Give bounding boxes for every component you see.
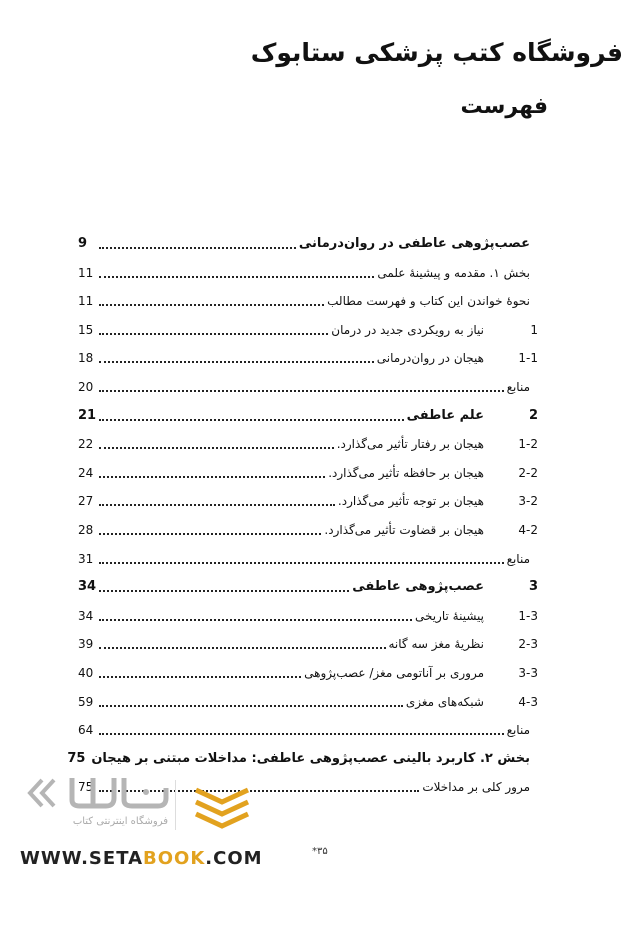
toc-row xyxy=(78,600,538,624)
toc-row-title: نظریهٔ مغز سه گانه xyxy=(388,637,484,652)
toc-row-page: 34 xyxy=(78,579,97,595)
toc-row-number: 2 xyxy=(528,407,538,423)
toc-row-page: 28 xyxy=(78,523,94,537)
setabook-wordmark-icon xyxy=(66,770,170,812)
toc-row-page: 11 xyxy=(78,294,94,309)
toc-row-title: عصب‌پژوهی عاطفی در روان‌درمانی xyxy=(298,236,530,251)
toc-row-page: 21 xyxy=(78,407,97,423)
toc-row-title: عصب‌پژوهی عاطفی xyxy=(352,579,484,595)
toc-row-leader xyxy=(99,546,504,564)
toc-row-title: منابع xyxy=(506,380,530,394)
toc-row-leader xyxy=(99,431,334,449)
toc-row-number: 3 xyxy=(528,579,538,595)
toc-row-page: 20 xyxy=(78,380,94,394)
toc-row xyxy=(78,628,538,652)
toc-row-leader xyxy=(99,660,301,678)
toc-row-leader xyxy=(99,603,412,621)
toc-row-leader xyxy=(99,403,403,421)
toc-row-leader xyxy=(99,717,504,735)
toc-row-number: 2-2 xyxy=(518,465,538,480)
toc-row-title: پیشینهٔ تاریخی xyxy=(414,608,484,623)
page-number: *۳۵ xyxy=(312,846,328,857)
toc-row-leader xyxy=(99,260,374,278)
toc-row-page: 15 xyxy=(78,322,94,337)
toc-row xyxy=(78,314,538,338)
toc-row xyxy=(78,400,538,424)
toc-row-number: 1-3 xyxy=(518,608,538,623)
logo-url-highlight: BOOK xyxy=(143,848,206,869)
toc-row-number: 1-1 xyxy=(518,351,538,366)
toc-row xyxy=(78,485,538,509)
setabook-watermark-logo xyxy=(20,770,290,870)
toc-row-number: 2-3 xyxy=(518,637,538,652)
toc-row-page: 9 xyxy=(78,236,88,251)
toc-row-leader xyxy=(99,689,403,707)
toc-row-number: 3-2 xyxy=(518,494,538,509)
toc-row-leader xyxy=(99,345,374,363)
toc-row xyxy=(78,285,538,309)
toc-row-page: 40 xyxy=(78,666,94,680)
toc-row-number: 1 xyxy=(530,322,538,337)
toc-row-leader xyxy=(99,231,296,249)
toc-row-title: شبکه‌های مغزی xyxy=(405,694,484,709)
toc-row xyxy=(67,743,538,767)
logo-url xyxy=(20,848,263,869)
toc-row-leader xyxy=(99,288,324,306)
toc-row xyxy=(78,543,538,567)
chevrons-icon xyxy=(20,776,64,810)
toc-row-title: هیجان بر قضاوت تأثیر می‌گذارد. xyxy=(324,523,484,537)
toc-row-page: 75 xyxy=(78,780,94,795)
toc-row xyxy=(78,571,538,595)
toc-row xyxy=(78,657,538,681)
toc-row-page: 27 xyxy=(78,494,94,509)
toc-row xyxy=(78,228,538,252)
logo-divider xyxy=(175,780,176,830)
toc-row-title: مروری بر آناتومی مغز/ عصب‌پژوهی xyxy=(304,666,484,680)
toc-row-title: هیجان بر توجه تأثیر می‌گذارد. xyxy=(337,494,484,509)
book-stack-icon xyxy=(192,784,252,830)
toc-row xyxy=(78,514,538,538)
toc-row-title: هیجان بر رفتار تأثیر می‌گذارد. xyxy=(336,437,484,452)
toc-heading: فهرست xyxy=(460,94,548,119)
toc-row-title: بخش ۲. کاربرد بالینی عصب‌پژوهی عاطفی: مداخلات مبتنی بر هیجان xyxy=(91,750,530,766)
logo-url-suffix: .COM xyxy=(205,848,263,869)
toc-row xyxy=(78,686,538,710)
toc-row-leader xyxy=(99,374,504,392)
toc-row xyxy=(78,457,538,481)
toc-row-title: هیجان بر حافظه تأثیر می‌گذارد. xyxy=(328,465,484,480)
toc-row xyxy=(78,342,538,366)
toc-row-title: نحوهٔ خواندن این کتاب و فهرست مطالب xyxy=(327,294,530,309)
page-header-title: فروشگاه کتب پزشکی ستابوک xyxy=(250,38,623,67)
toc-row-title: هیجان در روان‌درمانی xyxy=(376,351,484,366)
toc-row-page: 34 xyxy=(78,608,94,623)
toc-row xyxy=(78,257,538,281)
toc-row-number: 1-2 xyxy=(518,437,538,452)
toc-row-title: نیاز به رویکردی جدید در درمان xyxy=(331,322,484,337)
toc-row-leader xyxy=(99,317,328,335)
toc-row-leader xyxy=(99,460,325,478)
toc-row-title: منابع xyxy=(506,723,530,738)
logo-url-prefix: WWW.SETA xyxy=(20,848,144,869)
toc-row-title: بخش ۱. مقدمه و پیشینهٔ علمی xyxy=(377,265,530,280)
toc-row-page: 24 xyxy=(78,465,94,480)
toc-row-page: 18 xyxy=(78,351,94,366)
logo-tagline: فروشگاه اینترنتی کتاب xyxy=(72,816,168,827)
toc-row-leader xyxy=(99,488,335,506)
toc-row-page: 64 xyxy=(78,723,94,738)
toc-row-number: 4-2 xyxy=(518,523,538,537)
toc-row-title: مرور کلی بر مداخلات xyxy=(422,780,530,795)
toc-row-number: 4-3 xyxy=(518,694,538,709)
toc-row-page: 75 xyxy=(67,750,86,766)
toc-row-page: 22 xyxy=(78,437,94,452)
toc-row-leader xyxy=(99,631,386,649)
toc-row-title: منابع xyxy=(506,551,530,566)
toc-row xyxy=(78,714,538,738)
toc-row xyxy=(78,371,538,395)
toc-row-number: 3-3 xyxy=(518,666,538,680)
toc-row-leader xyxy=(99,574,349,592)
toc-row-page: 39 xyxy=(78,637,94,652)
toc-row-title: علم عاطفی xyxy=(406,407,484,423)
toc-row-leader xyxy=(99,517,321,535)
toc-row-page: 31 xyxy=(78,551,94,566)
toc-row-page: 59 xyxy=(78,694,94,709)
toc-row xyxy=(78,428,538,452)
toc-row-page: 11 xyxy=(78,265,94,280)
